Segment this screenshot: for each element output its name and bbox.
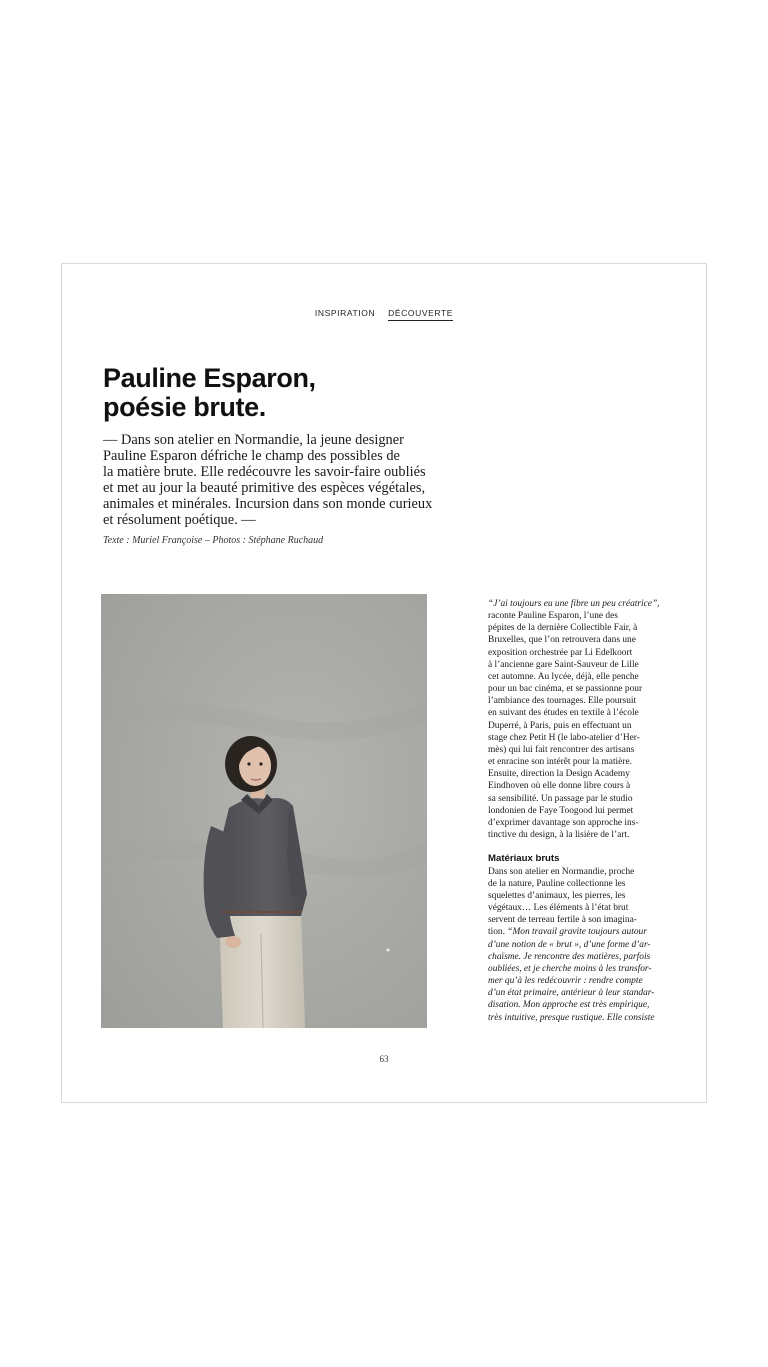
body-line: de la nature, Pauline collectionne les <box>488 878 626 889</box>
portrait-photo <box>101 594 427 1028</box>
body-line: Eindhoven où elle donne libre cours à <box>488 781 631 792</box>
rubric-discovery[interactable]: DÉCOUVERTE <box>388 308 453 321</box>
body-line: mès) qui lui fait rencontrer des artisans <box>488 744 635 755</box>
body-line: pour un bac cinéma, et se passionne pour <box>488 684 643 695</box>
lead-line: la matière brute. Elle redécouvre les savoir-faire oubliés <box>103 464 426 481</box>
quote-line: chaïsme. Je rencontre des matières, parfois <box>488 951 651 962</box>
lead-line: et met au jour la beauté primitive des espèces végétales, <box>103 480 426 497</box>
lead-line: animales et minérales. Incursion dans son monde curieux <box>103 496 433 513</box>
page-number: 63 <box>379 1054 389 1064</box>
quote-line: d’une notion de « brut », d’une forme d’ar- <box>488 939 651 950</box>
body-line: pépites de la dernière Collectible Fair, à <box>488 623 638 634</box>
body-text: tion. <box>488 927 508 938</box>
body-line: tinctive du design, à la lisière de l’art. <box>488 829 630 840</box>
body-line: “J’ai toujours eu une fibre un peu créatrice”, <box>488 599 660 609</box>
rubric-nav <box>62 308 706 321</box>
body-line: raconte Pauline Esparon, l’une des <box>488 611 618 622</box>
hand <box>225 936 241 948</box>
body-line: Ensuite, direction la Design Academy <box>488 769 630 780</box>
subheading: Matériaux bruts <box>488 853 560 865</box>
body-line: exposition orchestrée par Li Edelkoort <box>488 647 633 658</box>
magazine-page <box>61 263 707 1103</box>
body-line: squelettes d’animaux, les pierres, les <box>488 890 626 901</box>
body-line: Dans son atelier en Normandie, proche <box>488 866 635 877</box>
article-credits: Texte : Muriel Françoise – Photos : Stéphane Ruchaud <box>103 535 324 546</box>
article-title <box>103 364 316 422</box>
lead-line: — Dans son atelier en Normandie, la jeune designer <box>103 432 404 448</box>
quote-text: “Mon travail gravite toujours autour <box>507 927 647 938</box>
body-line: sa sensibilité. Un passage par le studio <box>488 793 633 804</box>
rubric-inspiration[interactable]: INSPIRATION <box>314 308 376 318</box>
body-line: végétaux… Les éléments à l’état brut <box>488 903 629 914</box>
quote-line: mer qu’à les redécouvrir : rendre compte <box>488 976 643 987</box>
title-line-2: poésie brute. <box>103 392 266 422</box>
body-line: londonien de Faye Toogood lui permet <box>488 805 634 816</box>
quote-line: disation. Mon approche est très empirique, <box>488 1000 650 1011</box>
body-line: à l’ancienne gare Saint-Sauveur de Lille <box>488 659 639 670</box>
body-line: l’ambiance des tournages. Elle poursuit <box>488 696 637 707</box>
lead-line: Pauline Esparon défriche le champ des possibles de <box>103 448 400 465</box>
body-line-mixed <box>488 926 668 938</box>
body-line: en suivant des études en textile à l’école <box>488 708 639 719</box>
body-line: Bruxelles, que l’on retrouvera dans une <box>488 635 636 646</box>
lead-line: et résolument poétique. — <box>103 512 256 529</box>
title-line-1: Pauline Esparon, <box>103 363 316 393</box>
body-line: d’exprimer davantage son approche ins- <box>488 817 639 828</box>
body-line: servent de terreau fertile à son imagina- <box>488 915 637 926</box>
article-body <box>488 598 668 1024</box>
quote-line: oubliées, et je cherche moins à les transfor- <box>488 963 652 974</box>
article-lead <box>103 432 465 529</box>
body-line: et enracine son intérêt pour la matière. <box>488 757 632 768</box>
portrait-illustration <box>101 594 427 1028</box>
quote-line: très intuitive, presque rustique. Elle consiste <box>488 1012 655 1023</box>
body-line: stage chez Petit H (le labo-atelier d’Her- <box>488 732 640 743</box>
quote-line: d’un état primaire, antérieur à leur standar- <box>488 988 655 999</box>
body-line: Duperré, à Paris, puis en effectuant un <box>488 720 632 731</box>
body-line: cet automne. Au lycée, déjà, elle penche <box>488 671 639 682</box>
